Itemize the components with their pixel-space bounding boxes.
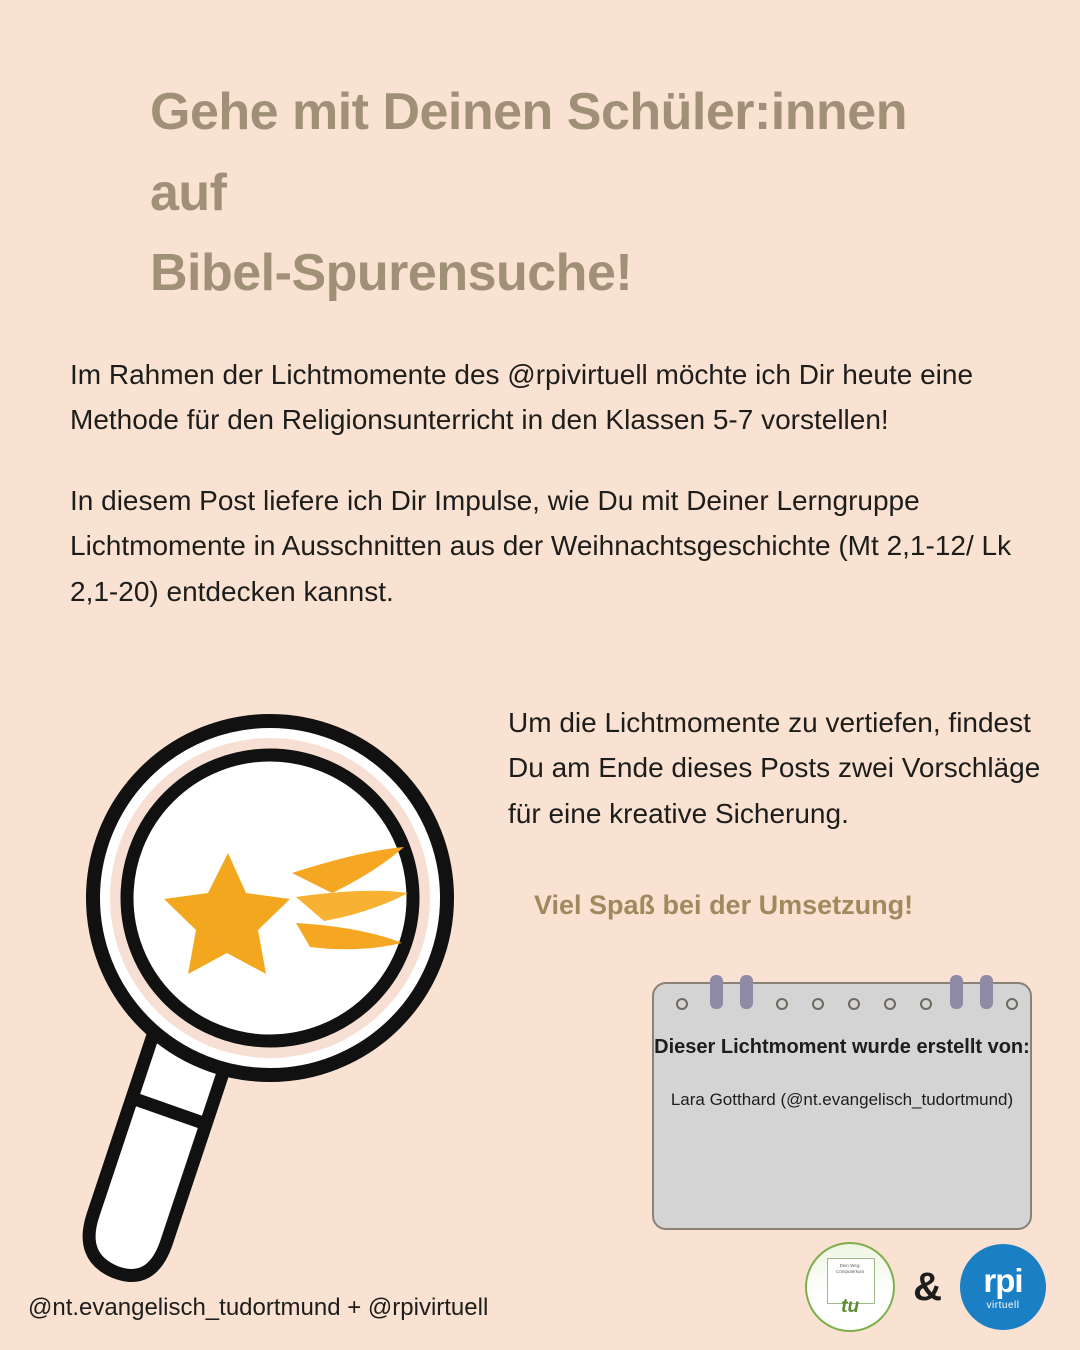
rpi-virtuell-logo: [960, 1244, 1046, 1330]
notepad-clip: [710, 975, 723, 1009]
footer-handles: @nt.evangelisch_tudortmund + @rpivirtuell: [28, 1294, 489, 1321]
magnifying-glass-icon: [60, 655, 480, 1295]
page-title: [150, 72, 980, 314]
intro-paragraph: Im Rahmen der Lichtmomente des @rpivirtuell möchte ich Dir heute eine Methode für den Religionsunterricht in den Klassen 5-7 vorstellen!: [70, 359, 974, 436]
credit-notepad: [652, 982, 1032, 1230]
notepad-ring: [1006, 998, 1018, 1010]
highlight-text: Viel Spaß bei der Umsetzung!: [534, 890, 914, 920]
notepad-ring: [812, 998, 824, 1010]
notepad-author: Lara Gotthard (@nt.evangelisch_tudortmund): [670, 1090, 1014, 1109]
rpi-logo-subtext: virtuell: [986, 1300, 1020, 1311]
notepad-rings: [654, 984, 1030, 1020]
description-paragraph: In diesem Post liefere ich Dir Impulse, wie Du mit Deiner Lerngruppe Lichtmomente in Ausschnitten aus der Weihnachtsgeschichte (Mt 2,1-12/ Lk 2,1-20) entdecken kannst.: [70, 485, 1012, 607]
notepad-ring: [676, 998, 688, 1010]
notepad-clip: [740, 975, 753, 1009]
book-icon-caption: Dein Weg: Computerkurs: [835, 1263, 865, 1275]
notepad-ring: [920, 998, 932, 1010]
page-title-line-1: Gehe mit Deinen Schüler:innen auf: [150, 83, 907, 222]
rpi-logo-text: rpi: [983, 1262, 1023, 1299]
logo-row: [805, 1242, 1046, 1332]
closing-paragraph: Um die Lichtmomente zu vertiefen, findest Du am Ende dieses Posts zwei Vorschläge für eine kreative Sicherung.: [508, 707, 1041, 829]
notepad-clip: [950, 975, 963, 1009]
tu-logo-text: tu: [841, 1296, 860, 1317]
notepad-title: Dieser Lichtmoment wurde erstellt von:: [654, 1036, 1030, 1058]
page-title-line-2: Bibel-Spurensuche!: [150, 244, 633, 303]
notepad-ring: [848, 998, 860, 1010]
notepad-ring: [884, 998, 896, 1010]
ampersand: &: [913, 1264, 942, 1309]
tu-dortmund-logo: [805, 1242, 895, 1332]
notepad-clip: [980, 975, 993, 1009]
notepad-ring: [776, 998, 788, 1010]
